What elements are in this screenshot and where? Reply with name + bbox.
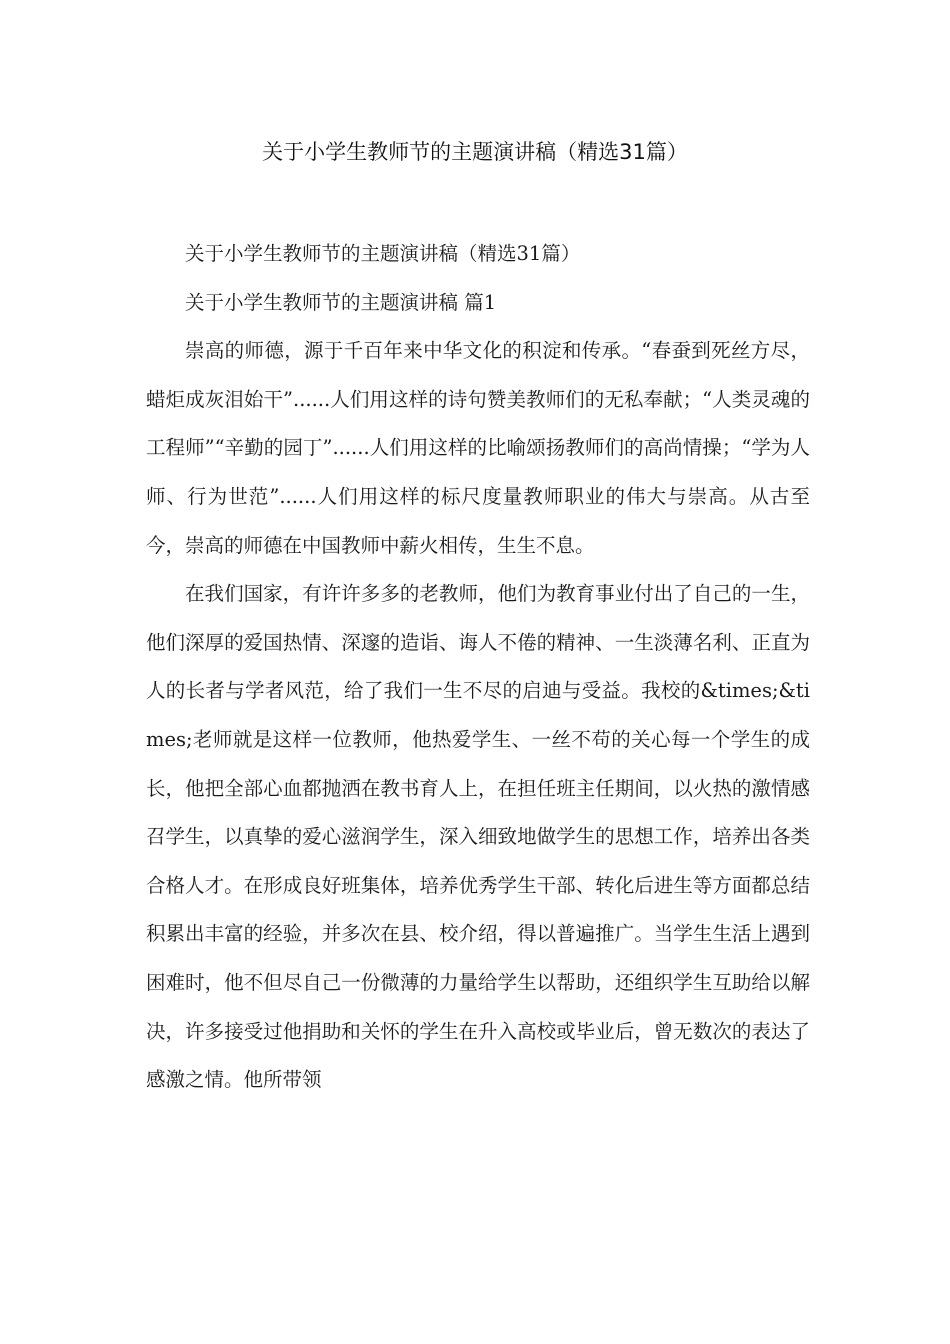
paragraph-section-title: 关于小学生教师节的主题演讲稿 篇1 bbox=[185, 290, 497, 314]
document-title: 关于小学生教师节的主题演讲稿（精选31篇） bbox=[262, 140, 688, 164]
paragraph: 在我们国家，有许许多多的老教师，他们为教育事业付出了自己的一生，他们深厚的爱国热情、深邃的造诣、诲人不倦的精神、一生淡薄名利、正直为人的长者与学者风范，给了我们一生不尽的启迪与受益。我校的&times;&times;老师就是这样一位教师，他热爱学生、一丝不苟的关心每一个学生的成长，他把全部心血都抛洒在教书育人上，在担任班主任期间，以火热的激情感召学生，以真挚的爱心滋润学生，深入细致地做学生的思想工作，培养出各类合格人才。在形成良好班集体，培养优秀学生干部、转化后进生等方面都总结 积累出丰富的经验，并多次在县、校介绍，得以普遍推广。当学生生活上遇到困难时，他不但尽自己一份微薄的力量给学生以帮助，还组织学生互助给以解决，许多接受过他捐助和关怀的学生在升入高校或毕业后，曾无数次的表达了感激之情。他所带领 bbox=[146, 582, 810, 1092]
paragraph: 崇高的师德，源于千百年来中华文化的积淀和传承。“春蚕到死丝方尽，蜡炬成灰泪始干”......人们用这样的诗句赞美教师们的无私奉献；“人类灵魂的工程师”“辛勤的园丁”......人们用这样的比喻颂扬教师们的高尚情操；“学为人师、行为世范”......人们用这样的标尺度量教师职业的伟大与崇高。从古至今，崇高的师德在中国教师中薪火相传，生生不息。 bbox=[146, 339, 810, 557]
document-body bbox=[146, 230, 810, 1105]
paragraph-heading: 关于小学生教师节的主题演讲稿（精选31篇） bbox=[185, 242, 581, 265]
